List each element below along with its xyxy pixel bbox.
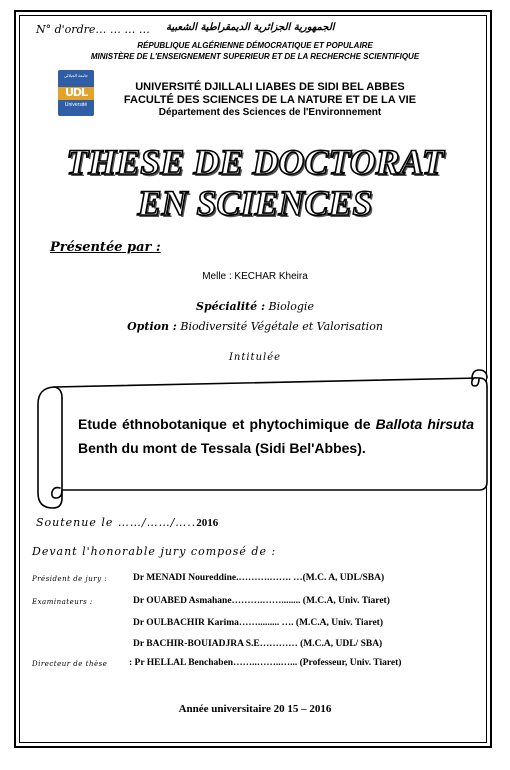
speciality-value: Biologie [268, 300, 314, 313]
arabic-republic-name: الجمهورية الجزائرية الديمقراطية الشعبية [166, 22, 335, 33]
department-name: Département des Sciences de l'Environnement [158, 107, 382, 118]
logo-bottom-text: Université [64, 102, 88, 108]
jury-member: Dr OUABED Asmahane……….……........ (M.C.A, Univ. Tiaret) [133, 596, 390, 606]
jury-member: Dr BACHIR-BOUIADJRA S.E………… (M.C.A, UDL/ SBA) [133, 639, 383, 649]
intitulee-label: Intitulée [228, 352, 282, 363]
faculty-name: FACULTÉ DES SCIENCES DE LA NATURE ET DE LA VIE [123, 94, 417, 106]
thesis-title [78, 412, 474, 460]
author-name: Melle : KECHAR Kheira [202, 271, 308, 282]
defense-date-label: Soutenue le ……/……/….. [36, 516, 197, 529]
thesis-type-line2: EN SCIENCES [137, 183, 373, 223]
thesis-title-part1: Etude éthnobotanique et phytochimique de [78, 416, 371, 432]
defense-date [36, 516, 218, 529]
option-label: Option : [127, 320, 177, 333]
ministry-name: MINISTÈRE DE L'ENSEIGNEMENT SUPERIEUR ET DE LA RECHERCHE SCIENTIFIQUE [90, 52, 420, 61]
university-name: UNIVERSITÉ DJILLALI LIABES DE SIDI BEL ABBES [135, 81, 405, 93]
thesis-title-part2: Benth du mont de Tessala (Sidi Bel'Abbes). [78, 440, 366, 456]
presented-by-label: Présentée par : [50, 240, 161, 255]
jury-role: Directeur de thèse [32, 660, 108, 668]
defense-year: 2016 [196, 517, 219, 529]
republic-name: RÉPUBLIQUE ALGÉRIENNE DÉMOCRATIQUE ET POPULAIRE [137, 41, 373, 50]
academic-year: Année universitaire 20 15 – 2016 [178, 703, 332, 715]
jury-role: Président de jury : [32, 575, 108, 583]
jury-member: Dr MENADI Noureddine.……….……. …(M.C. A, UDL/SBA) [133, 573, 385, 583]
option-value: Biodiversité Végétale et Valorisation [180, 320, 383, 333]
jury-intro: Devant l'honorable jury composé de : [32, 545, 277, 558]
logo-top-text: جامعة الجيلالي [63, 73, 89, 78]
thesis-type-line1: THESE DE DOCTORAT [66, 142, 444, 182]
thesis-title-species: Ballota hirsuta [375, 416, 474, 432]
jury-member: : Pr HELLAL Benchaben……..……..…... (Professeur, Univ. Tiaret) [129, 658, 402, 668]
logo-glyph: UDL [64, 86, 88, 99]
jury-member: Dr OULBACHIR Karima……......... …. (M.C.A, Univ. Tiaret) [133, 618, 383, 628]
speciality-label: Spécialité : [196, 300, 266, 313]
jury-role: Examinateurs : [32, 598, 93, 606]
ordre-number: N° d'ordre… … … … [36, 23, 150, 36]
